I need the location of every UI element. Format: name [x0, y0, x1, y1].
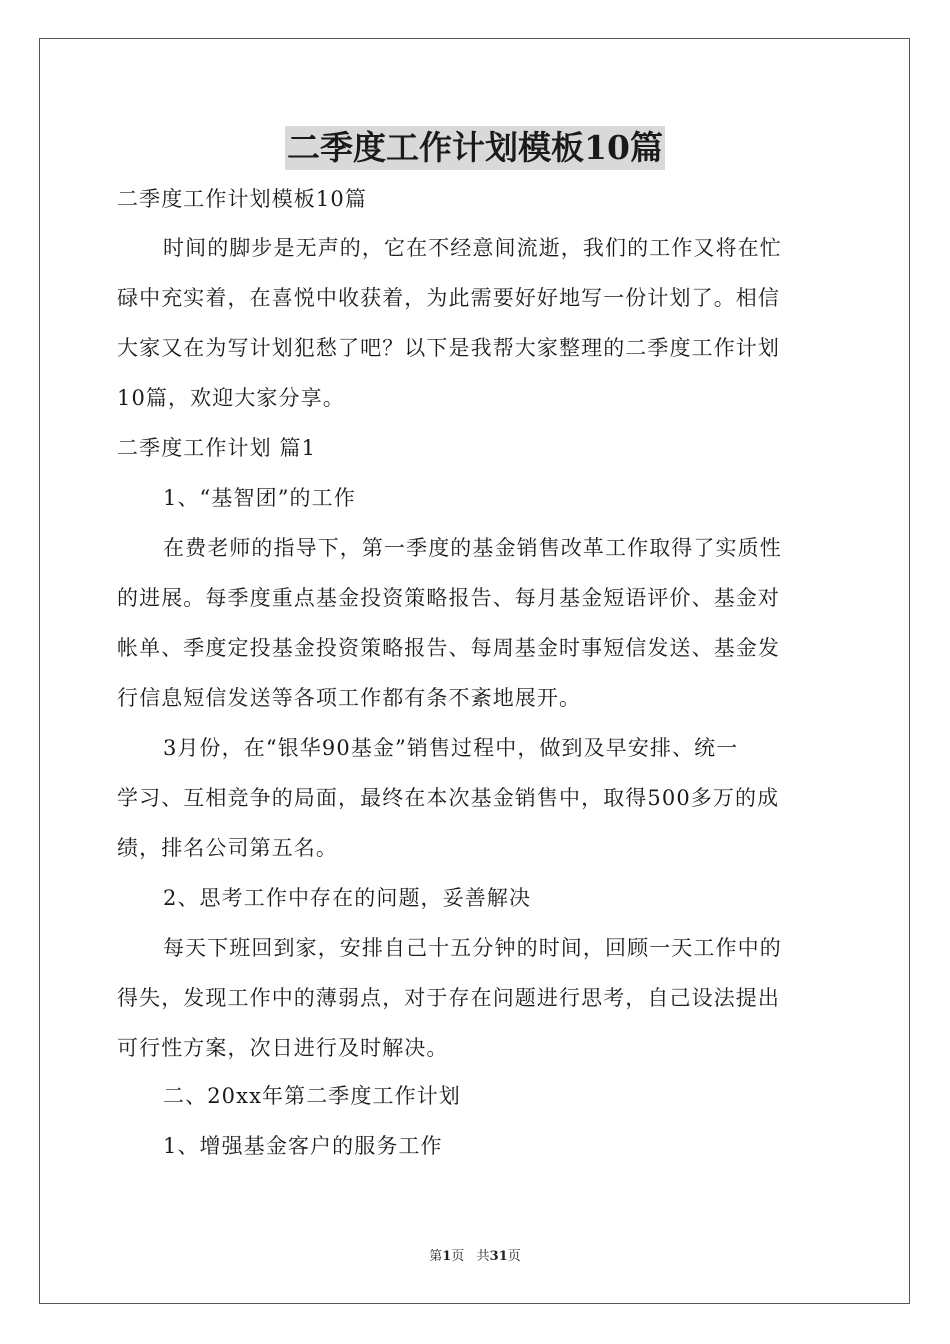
- section-heading: 二季度工作计划 篇1: [117, 436, 317, 460]
- paragraph-line: 3月份，在“银华90基金”销售过程中，做到及早安排、统一: [163, 736, 739, 760]
- section-heading: 二、20xx年第二季度工作计划: [163, 1084, 461, 1108]
- document-title: 二季度工作计划模板10篇: [285, 126, 665, 170]
- paragraph-line: 行信息短信发送等各项工作都有条不紊地展开。: [117, 686, 582, 710]
- paragraph-line: 在费老师的指导下，第一季度的基金销售改革工作取得了实质性: [163, 536, 782, 560]
- intro-line: 时间的脚步是无声的，它在不经意间流逝，我们的工作又将在忙: [163, 236, 782, 260]
- footer-middle: 页 共: [451, 1249, 490, 1264]
- paragraph-line: 帐单、季度定投基金投资策略报告、每周基金时事短信发送、基金发: [117, 636, 780, 660]
- title-container: [0, 126, 950, 170]
- paragraph-line: 绩，排名公司第五名。: [117, 836, 338, 860]
- footer-page-number: 1: [442, 1249, 452, 1264]
- intro-line: 10篇，欢迎大家分享。: [117, 386, 345, 410]
- item-heading: 1、“基智团”的工作: [163, 486, 356, 510]
- intro-line: 碌中充实着，在喜悦中收获着，为此需要好好地写一份计划了。相信: [117, 286, 780, 310]
- document-subtitle: 二季度工作计划模板10篇: [117, 187, 367, 211]
- paragraph-line: 可行性方案，次日进行及时解决。: [117, 1036, 449, 1060]
- page-border: [39, 38, 910, 1304]
- footer-prefix: 第: [429, 1249, 443, 1264]
- paragraph-line: 得失，发现工作中的薄弱点，对于存在问题进行思考，自己设法提出: [117, 986, 780, 1010]
- paragraph-line: 每天下班回到家，安排自己十五分钟的时间，回顾一天工作中的: [163, 936, 782, 960]
- item-heading: 1、增强基金客户的服务工作: [163, 1134, 443, 1158]
- paragraph-line: 学习、互相竞争的局面，最终在本次基金销售中，取得500多万的成: [117, 786, 780, 810]
- footer-page-total: 31: [489, 1249, 508, 1264]
- footer-suffix: 页: [507, 1249, 521, 1264]
- item-heading: 2、思考工作中存在的问题，妥善解决: [163, 886, 532, 910]
- page-footer: [0, 1247, 950, 1267]
- paragraph-line: 的进展。每季度重点基金投资策略报告、每月基金短语评价、基金对: [117, 586, 780, 610]
- intro-line: 大家又在为写计划犯愁了吧？以下是我帮大家整理的二季度工作计划: [117, 336, 780, 360]
